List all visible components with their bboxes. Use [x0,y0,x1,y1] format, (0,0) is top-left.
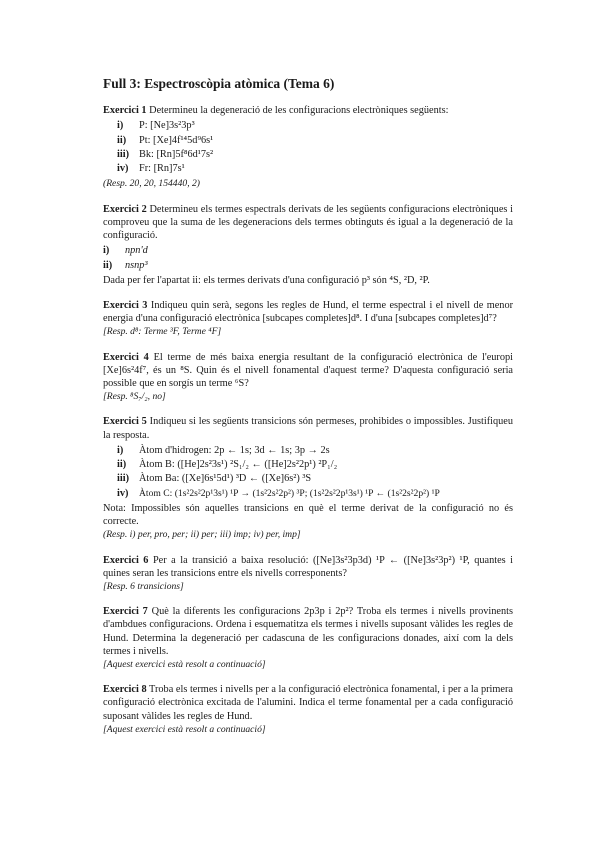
item-text: Pt: [Xe]4f¹⁴5d⁹6s¹ [139,134,214,146]
list-item [103,244,513,258]
exercise-label: Exercici 4 [103,351,149,363]
item-label: iv) [117,163,129,175]
exercise-2 [103,203,513,287]
exercise-note: Nota: Impossibles són aquelles transicions en què el terme derivat de la configuració no és correcte. [103,503,513,528]
item-label: i) [103,245,110,257]
exercise-answer: (Resp. 20, 20, 154440, 2) [103,178,200,190]
item-text: P: [Ne]3s²3p³ [139,120,195,132]
item-list [103,244,513,273]
exercise-text: Determineu la degeneració de les configuracions electròniques següents: [149,105,449,116]
item-label: ii) [117,459,127,471]
item-label: ii) [103,259,113,271]
item-text: npn'd [125,245,148,257]
exercise-label: Exercici 6 [103,554,149,566]
exercise-6 [103,554,513,594]
item-text: Àtom C: (1s²2s²2p¹3s¹) ¹P → (1s²2s²2p²) ³P; (1s²2s²2p¹3s¹) ¹P ← (1s²2s²2p²) ¹P [139,487,440,499]
item-label: iii) [117,473,130,485]
exercise-label: Exercici 1 [103,105,147,116]
exercise-answer: [Aquest exercici està resolt a continuació] [103,723,266,735]
exercise-label: Exercici 5 [103,416,147,428]
item-text: Bk: [Rn]5f⁸6d¹7s² [139,148,214,160]
item-text: nsnp³ [125,259,148,271]
item-list [117,444,513,501]
list-item [117,119,513,133]
exercise-label: Exercici 3 [103,300,148,311]
exercise-label: Exercici 8 [103,684,147,696]
exercise-answer: (Resp. i) per, pro, per; ii) per; iii) imp; iv) per, imp] [103,529,301,541]
item-text: Àtom Ba: ([Xe]6s¹5d¹) ³D ← ([Xe]6s²) ³S [139,473,312,485]
item-label: iii) [117,148,130,160]
list-item [117,148,513,162]
list-item [117,458,513,472]
exercise-text: Què la diferents les configuracions 2p3p i 2p²? Troba els termes i nivells provinents d'ambdues configuracions. Ordena i esquematitza els termes i nivells suposant vàlides les regles de Hund. Determina la degeneració per cadascuna de les configuracions donades, així com la dels termes i nivells. [103,606,513,657]
list-item [117,134,513,148]
exercise-text: Determineu els termes espectrals derivats de les següents configuracions electròniques i comproveu que la suma de les degeneracions dels termes obtinguts és igual a la degeneració de la configuració. [103,203,513,241]
exercise-answer: [Resp. d⁸: Terme ³F, Terme ⁴F] [103,326,222,338]
list-item [103,259,513,273]
exercise-label: Exercici 2 [103,203,147,215]
exercise-answer: [Resp. ⁸S₇/₂, no] [103,391,166,403]
exercise-text: Indiqueu si les següents transicions són permeses, prohibides o impossibles. Justifiqueu la resposta. [103,416,513,441]
exercise-answer: [Resp. 6 transicions] [103,581,184,593]
exercise-text: El terme de més baixa energia resultant de la configuració electrònica de l'europi [Xe]6s²4f⁷, és un ⁸S. Quin és el nivell fonamental d'aquest terme? D'aquesta configuració seria possible que en sorgís un terme ⁶S? [103,351,514,390]
list-item [117,472,513,486]
exercise-label: Exercici 7 [103,606,148,618]
exercise-4 [103,351,513,404]
exercise-1 [103,104,513,191]
list-item [117,444,513,458]
item-label: ii) [117,134,127,146]
item-text: Àtom B: ([He]2s²3s¹) ²S₁/₂ ← ([He]2s²2p¹) ²P₁/₂ [139,459,338,471]
exercise-3 [103,299,513,339]
item-label: i) [117,444,124,456]
exercise-text: Indiqueu quin serà, segons les regles de Hund, el terme espectral i el nivell de menor energia d'una configuració electrònica [subcapes completes]d⁸. I d'una [subcapes completes]d⁷? [103,300,514,325]
exercise-5 [103,415,513,541]
item-label: iv) [117,487,129,499]
exercise-text: Troba els termes i nivells per a la configuració electrònica fonamental, i per a la primera configuració electrònica excitada de l'alumini. Indica el terme fonamental per a cada configuració suposant vàlides les regles de Hund. [103,684,513,722]
document-body [103,76,513,748]
exercise-answer: [Aquest exercici està resolt a continuació] [103,659,266,671]
page-title: Full 3: Espectroscòpia atòmica (Tema 6) [103,76,335,91]
item-text: Fr: [Rn]7s¹ [139,163,185,175]
exercise-8 [103,683,513,736]
exercise-note: Dada per fer l'apartat ii: els termes derivats d'una configuració p³ són ⁴S, ²D, ²P. [103,274,430,286]
item-label: i) [117,120,124,132]
list-item [117,487,513,501]
item-list [117,119,513,176]
exercise-7 [103,605,513,671]
item-text: Àtom d'hidrogen: 2p ← 1s; 3d ← 1s; 3p → 2s [139,444,330,456]
list-item [117,162,513,176]
exercise-text: Per a la transició a baixa resolució: ([Ne]3s²3p3d) ¹P ← ([Ne]3s²3p²) ¹P, quantes i quines seran les transicions entre els nivells corresponents? [103,554,513,579]
